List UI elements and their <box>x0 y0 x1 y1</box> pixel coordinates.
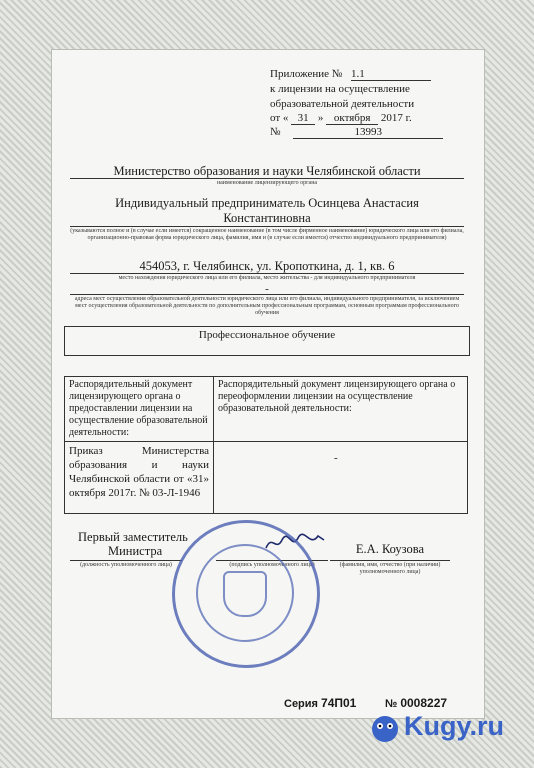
mascot-icon <box>368 714 402 744</box>
series-value: 74П01 <box>321 696 357 710</box>
watermark-logo: Kugy.ru <box>404 711 504 741</box>
appendix-date: от « 31 » октября 2017 г. <box>270 112 412 124</box>
authority-caption: наименование лицензирующего органа <box>216 180 318 186</box>
signer-position-line1: Первый заместитель <box>78 530 188 544</box>
program-value: Профессиональное обучение <box>198 329 336 341</box>
position-underline <box>70 560 182 561</box>
licensee-caption: (указываются полное и (в случае если имеется) сокращенное наименование (в том числе фирменное наименование) юридического лица или его филиала, организационно-правовая форма юридического лица, фамилия, имя и (в случае если имеется) отчество индивидуального предпринимателя) <box>70 228 464 241</box>
cell-order-right: - <box>214 442 468 514</box>
signer-name: Е.А. Коузова <box>355 542 425 556</box>
appendix-number: 1.1 <box>351 68 431 81</box>
appendix-number-line: № 13993 <box>270 126 443 139</box>
program-box <box>64 326 470 356</box>
address-value: 454053, г. Челябинск, ул. Кропоткина, д. 1, кв. 6 <box>139 259 395 273</box>
address-dash: - <box>265 283 269 295</box>
authority-name: Министерство образования и науки Челябинской области <box>113 164 421 178</box>
documents-table <box>64 376 468 514</box>
date-month: октября <box>326 112 378 125</box>
appendix-label: Приложение № <box>270 68 343 80</box>
name-caption: (фамилия, имя, отчество (при наличии) уполномоченного лица) <box>339 562 441 575</box>
header-cell-right: Распорядительный документ лицензирующего органа о переоформлении лицензии на осуществление образовательной деятельности: <box>214 377 468 442</box>
header-cell-left: Распорядительный документ лицензирующего органа о предоставлении лицензии на осуществление образовательной деятельности: <box>65 377 214 442</box>
date-year: 2017 г. <box>380 112 412 124</box>
position-caption: (должность уполномоченного лица) <box>80 562 172 568</box>
signer-position-line2: Министра <box>108 544 163 558</box>
cell-order-left: Приказ Министерства образования и науки Челябинской области от «31» октября 2017г. № 03-Л-1946 <box>65 442 214 514</box>
table-header-row <box>65 377 468 442</box>
licensee-name-line1: Индивидуальный предприниматель Осинцева Анастасия <box>115 196 419 210</box>
address-underline <box>70 273 464 274</box>
appendix-line3: образовательной деятельности <box>270 98 415 110</box>
form-number-value: 0008227 <box>400 696 448 710</box>
name-underline <box>330 560 450 561</box>
date-day: 31 <box>291 112 315 125</box>
table-row <box>65 442 468 514</box>
form-number: № 0008227 <box>385 696 448 710</box>
series: Серия 74П01 <box>284 696 357 710</box>
sign-caption: (подпись уполномоченного лица) <box>229 562 315 568</box>
address-caption: место нахождения юридического лица или его филиала, место жительства - для индивидуального предпринимателя <box>118 275 416 281</box>
stamp-emblem-icon <box>223 571 267 617</box>
appendix-line2: к лицензии на осуществление <box>270 83 410 95</box>
appendix-line1 <box>270 68 431 81</box>
license-number: 13993 <box>293 126 443 139</box>
address-caption2: адреса мест осуществления образовательной деятельности юридического лица или его филиала, индивидуального предпринимателя, за исключением мест осуществления образовательной деятельности по дополнительным профессиональным программам, основным программам профессионального обучения <box>74 296 460 316</box>
authority-underline <box>70 178 464 179</box>
address2-underline <box>70 294 464 295</box>
licensee-underline <box>70 226 464 227</box>
licensee-name-line2: Константиновна <box>223 211 311 225</box>
